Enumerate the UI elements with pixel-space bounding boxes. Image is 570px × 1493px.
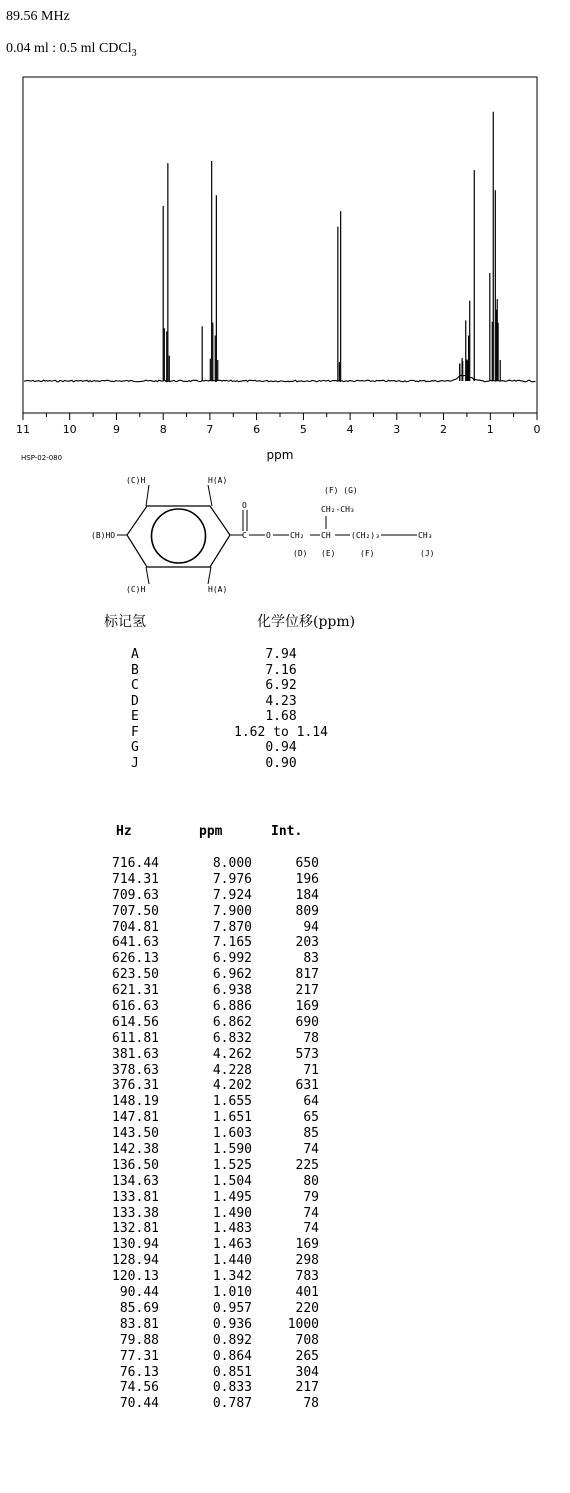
peak-int-cell: 203 bbox=[295, 935, 319, 951]
label-e: (E) bbox=[321, 549, 336, 558]
shift-row bbox=[0, 740, 570, 756]
peak-row bbox=[0, 1031, 570, 1047]
peak-row bbox=[0, 1253, 570, 1269]
peak-row bbox=[0, 1174, 570, 1190]
label-ha-bottom: H(A) bbox=[208, 585, 228, 594]
peak-ppm-cell: 6.992 bbox=[212, 951, 252, 967]
peak-hz-cell: 709.63 bbox=[112, 887, 159, 903]
shift-row-label: B bbox=[131, 662, 139, 678]
peak-ppm-cell: 1.590 bbox=[212, 1142, 252, 1158]
peak-hz-cell: 616.63 bbox=[112, 999, 159, 1015]
peak-hz-cell: 70.44 bbox=[119, 1396, 159, 1412]
peak-ppm-cell: 0.892 bbox=[212, 1332, 252, 1348]
peak-ppm-cell: 1.483 bbox=[212, 1221, 252, 1237]
x-tick-label: 8 bbox=[159, 423, 167, 436]
peak-list-table bbox=[0, 856, 570, 1412]
peak-row bbox=[0, 1269, 570, 1285]
peak-int-cell: 304 bbox=[295, 1364, 319, 1380]
peak-row bbox=[0, 1047, 570, 1063]
bond-h-top-left bbox=[146, 485, 149, 506]
bond-h-bottom-left bbox=[146, 567, 149, 584]
peak-hz-cell: 134.63 bbox=[112, 1173, 159, 1189]
peak-ppm-cell: 7.165 bbox=[212, 935, 252, 951]
shift-row bbox=[0, 756, 570, 772]
peak-row bbox=[0, 1110, 570, 1126]
peak-hz-cell: 143.50 bbox=[112, 1126, 159, 1142]
label-b-ho: (B)HO bbox=[91, 531, 116, 540]
bond-h-top-right bbox=[208, 485, 212, 506]
label-ha-top: H(A) bbox=[208, 476, 228, 485]
label-ch2: CH₂ bbox=[290, 531, 305, 540]
peak-int-cell: 78 bbox=[303, 1030, 319, 1046]
peak-ppm-cell: 1.490 bbox=[212, 1205, 252, 1221]
peak-hz-cell: 136.50 bbox=[112, 1157, 159, 1173]
x-tick-label: 3 bbox=[393, 423, 401, 436]
label-d: (D) bbox=[293, 549, 308, 558]
spectrum-peaks bbox=[163, 112, 500, 381]
peak-hz-cell: 148.19 bbox=[112, 1094, 159, 1110]
peak-int-cell: 631 bbox=[295, 1078, 319, 1094]
peak-row bbox=[0, 1158, 570, 1174]
shift-row-label: D bbox=[131, 693, 139, 709]
peak-row bbox=[0, 1285, 570, 1301]
peak-ppm-cell: 0.957 bbox=[212, 1300, 252, 1316]
peak-ppm-cell: 0.851 bbox=[212, 1364, 252, 1380]
x-tick-label: 0 bbox=[533, 423, 541, 436]
peak-hz-cell: 641.63 bbox=[112, 935, 159, 951]
peak-row bbox=[0, 1380, 570, 1396]
peak-row bbox=[0, 1333, 570, 1349]
shift-row-value: 4.23 bbox=[265, 693, 297, 709]
peak-hz-cell: 147.81 bbox=[112, 1110, 159, 1126]
peak-int-cell: 74 bbox=[303, 1221, 319, 1237]
shift-row-value: 6.92 bbox=[265, 678, 297, 693]
peak-hz-cell: 376.31 bbox=[112, 1078, 159, 1094]
peak-hz-cell: 76.13 bbox=[119, 1364, 159, 1380]
label-ch: CH bbox=[321, 531, 331, 540]
peak-hz-cell: 74.56 bbox=[119, 1380, 159, 1396]
peak-hz-cell: 90.44 bbox=[119, 1285, 159, 1301]
peak-header-hz: Hz bbox=[116, 824, 132, 839]
shift-row-value: 7.16 bbox=[265, 662, 297, 678]
peak-ppm-cell: 8.000 bbox=[212, 856, 252, 871]
peak-hz-cell: 133.81 bbox=[112, 1189, 159, 1205]
shift-header-ppm: 化学位移(ppm) bbox=[257, 614, 356, 630]
bond-h-bottom-right bbox=[208, 567, 211, 584]
shift-row-value: 7.94 bbox=[265, 647, 297, 662]
x-axis-label: ppm bbox=[266, 448, 294, 462]
shift-row bbox=[0, 725, 570, 741]
peak-ppm-cell: 1.463 bbox=[212, 1237, 252, 1253]
peak-ppm-cell: 1.525 bbox=[212, 1157, 252, 1173]
peak-row bbox=[0, 1221, 570, 1237]
peak-int-cell: 401 bbox=[295, 1285, 319, 1301]
peak-row bbox=[0, 999, 570, 1015]
peak-int-cell: 225 bbox=[295, 1157, 319, 1173]
peak-int-cell: 573 bbox=[295, 1046, 319, 1062]
peak-ppm-cell: 6.886 bbox=[212, 999, 252, 1015]
peak-hz-cell: 77.31 bbox=[119, 1348, 159, 1364]
peak-ppm-cell: 7.976 bbox=[212, 871, 252, 887]
shift-row-value: 0.90 bbox=[265, 755, 297, 771]
peak-row bbox=[0, 1078, 570, 1094]
peak-hz-cell: 79.88 bbox=[119, 1332, 159, 1348]
peak-int-cell: 708 bbox=[295, 1332, 319, 1348]
peak-hz-cell: 130.94 bbox=[112, 1237, 159, 1253]
peak-hz-cell: 704.81 bbox=[112, 919, 159, 935]
peak-hz-cell: 716.44 bbox=[112, 856, 159, 871]
peak-hz-cell: 626.13 bbox=[112, 951, 159, 967]
peak-ppm-cell: 6.938 bbox=[212, 983, 252, 999]
x-tick-label: 4 bbox=[346, 423, 354, 436]
peak-row bbox=[0, 951, 570, 967]
peak-int-cell: 265 bbox=[295, 1348, 319, 1364]
peak-ppm-cell: 0.864 bbox=[212, 1348, 252, 1364]
peak-row bbox=[0, 1301, 570, 1317]
label-o-carbonyl: O bbox=[242, 501, 247, 510]
x-tick-label: 11 bbox=[16, 423, 30, 436]
peak-int-cell: 85 bbox=[303, 1126, 319, 1142]
peak-hz-cell: 128.94 bbox=[112, 1253, 159, 1269]
label-j: (J) bbox=[420, 549, 435, 558]
label-fg: (F) (G) bbox=[324, 486, 358, 495]
peak-ppm-cell: 4.262 bbox=[212, 1046, 252, 1062]
peak-ppm-cell: 0.787 bbox=[212, 1396, 252, 1412]
peak-ppm-cell: 6.832 bbox=[212, 1030, 252, 1046]
solvent-subscript: 3 bbox=[131, 48, 137, 59]
shift-row bbox=[0, 678, 570, 694]
peak-hz-cell: 133.38 bbox=[112, 1205, 159, 1221]
peak-ppm-cell: 1.440 bbox=[212, 1253, 252, 1269]
shift-row bbox=[0, 709, 570, 725]
peak-int-cell: 80 bbox=[303, 1173, 319, 1189]
peak-row bbox=[0, 1349, 570, 1365]
peak-int-cell: 220 bbox=[295, 1300, 319, 1316]
peak-int-cell: 217 bbox=[295, 1380, 319, 1396]
benzene-ring bbox=[127, 506, 230, 567]
peak-row bbox=[0, 983, 570, 999]
peak-int-cell: 783 bbox=[295, 1269, 319, 1285]
peak-ppm-cell: 0.936 bbox=[212, 1316, 252, 1332]
peak-ppm-cell: 6.862 bbox=[212, 1014, 252, 1030]
shift-row-value: 1.68 bbox=[265, 709, 297, 724]
peak-ppm-cell: 1.504 bbox=[212, 1173, 252, 1189]
plot-frame bbox=[23, 77, 537, 413]
label-c-carbonyl: C bbox=[242, 531, 247, 540]
peak-int-cell: 217 bbox=[295, 983, 319, 999]
spectrum-baseline bbox=[24, 375, 536, 382]
peak-int-cell: 169 bbox=[295, 999, 319, 1015]
peak-hz-cell: 142.38 bbox=[112, 1142, 159, 1158]
peak-row bbox=[0, 967, 570, 983]
x-tick-label: 9 bbox=[113, 423, 120, 436]
label-ch3-end: CH₃ bbox=[418, 531, 433, 540]
peak-row bbox=[0, 1142, 570, 1158]
peak-int-cell: 1000 bbox=[287, 1316, 319, 1332]
peak-row bbox=[0, 1094, 570, 1110]
shift-row-label: J bbox=[131, 755, 139, 771]
spectrometer-frequency: 89.56 MHz bbox=[6, 9, 70, 24]
peak-row bbox=[0, 920, 570, 936]
peak-int-cell: 298 bbox=[295, 1253, 319, 1269]
x-tick-label: 1 bbox=[486, 423, 494, 436]
peak-header-int: Int. bbox=[271, 824, 303, 839]
shift-row-label: C bbox=[131, 678, 139, 693]
peak-ppm-cell: 6.962 bbox=[212, 967, 252, 983]
peak-int-cell: 79 bbox=[303, 1189, 319, 1205]
peak-int-cell: 94 bbox=[303, 919, 319, 935]
peak-row bbox=[0, 856, 570, 872]
peak-row bbox=[0, 1063, 570, 1079]
shift-row-value: 0.94 bbox=[265, 740, 297, 755]
peak-hz-cell: 707.50 bbox=[112, 903, 159, 919]
peak-row bbox=[0, 1126, 570, 1142]
peak-row bbox=[0, 1015, 570, 1031]
shift-assignment-table bbox=[0, 647, 570, 771]
peak-int-cell: 169 bbox=[295, 1237, 319, 1253]
peak-int-cell: 74 bbox=[303, 1205, 319, 1221]
peak-row bbox=[0, 1206, 570, 1222]
peak-int-cell: 78 bbox=[303, 1396, 319, 1412]
peak-hz-cell: 381.63 bbox=[112, 1046, 159, 1062]
peak-ppm-cell: 1.342 bbox=[212, 1269, 252, 1285]
peak-ppm-cell: 1.603 bbox=[212, 1126, 252, 1142]
label-f: (F) bbox=[360, 549, 375, 558]
peak-int-cell: 817 bbox=[295, 967, 319, 983]
peak-hz-cell: 621.31 bbox=[112, 983, 159, 999]
peak-int-cell: 184 bbox=[295, 887, 319, 903]
solvent-ratio bbox=[6, 41, 137, 59]
peak-ppm-cell: 1.651 bbox=[212, 1110, 252, 1126]
peak-hz-cell: 614.56 bbox=[112, 1014, 159, 1030]
shift-row bbox=[0, 647, 570, 663]
peak-hz-cell: 378.63 bbox=[112, 1062, 159, 1078]
label-branch: CH₂-CH₃ bbox=[321, 505, 355, 514]
shift-row bbox=[0, 694, 570, 710]
spectrum-code: HSP-02-080 bbox=[21, 454, 63, 462]
x-tick-label: 7 bbox=[206, 423, 214, 436]
label-ch-top: (C)H bbox=[126, 476, 146, 485]
peak-table-header bbox=[0, 824, 570, 842]
solvent-prefix: 0.04 ml : 0.5 ml CDCl bbox=[6, 41, 132, 56]
peak-ppm-cell: 1.495 bbox=[212, 1189, 252, 1205]
peak-hz-cell: 132.81 bbox=[112, 1221, 159, 1237]
peak-int-cell: 83 bbox=[303, 951, 319, 967]
peak-row bbox=[0, 1237, 570, 1253]
shift-row-label: E bbox=[131, 709, 139, 724]
peak-ppm-cell: 4.228 bbox=[212, 1062, 252, 1078]
peak-hz-cell: 611.81 bbox=[112, 1030, 159, 1046]
shift-row-label: G bbox=[131, 740, 139, 755]
peak-int-cell: 809 bbox=[295, 903, 319, 919]
shift-row bbox=[0, 663, 570, 679]
peak-ppm-cell: 7.870 bbox=[212, 919, 252, 935]
peak-ppm-cell: 7.900 bbox=[212, 903, 252, 919]
peak-row bbox=[0, 935, 570, 951]
peak-hz-cell: 83.81 bbox=[119, 1316, 159, 1332]
peak-ppm-cell: 1.655 bbox=[212, 1094, 252, 1110]
peak-int-cell: 74 bbox=[303, 1142, 319, 1158]
peak-row bbox=[0, 904, 570, 920]
peak-hz-cell: 120.13 bbox=[112, 1269, 159, 1285]
shift-header-label: 标记氢 bbox=[104, 614, 146, 630]
peak-row bbox=[0, 888, 570, 904]
peak-int-cell: 196 bbox=[295, 871, 319, 887]
peak-hz-cell: 85.69 bbox=[119, 1300, 159, 1316]
peak-int-cell: 71 bbox=[303, 1062, 319, 1078]
peak-int-cell: 65 bbox=[303, 1110, 319, 1126]
shift-row-label: F bbox=[131, 724, 139, 740]
shift-row-value: 1.62 to 1.14 bbox=[234, 724, 328, 740]
nmr-spectrum-chart bbox=[0, 70, 570, 465]
x-tick-label: 2 bbox=[440, 423, 447, 436]
peak-hz-cell: 623.50 bbox=[112, 967, 159, 983]
peak-int-cell: 690 bbox=[295, 1014, 319, 1030]
peak-ppm-cell: 7.924 bbox=[212, 887, 252, 903]
shift-row-label: A bbox=[131, 647, 139, 662]
peak-hz-cell: 714.31 bbox=[112, 871, 159, 887]
peak-row bbox=[0, 1396, 570, 1412]
peak-int-cell: 650 bbox=[295, 856, 319, 871]
peak-row bbox=[0, 1190, 570, 1206]
label-o-ester: O bbox=[266, 531, 271, 540]
label-ch-bottom: (C)H bbox=[126, 585, 146, 594]
x-axis-ticks bbox=[16, 413, 541, 436]
aromatic-circle bbox=[152, 509, 206, 563]
peak-int-cell: 64 bbox=[303, 1094, 319, 1110]
x-tick-label: 6 bbox=[253, 423, 261, 436]
x-tick-label: 5 bbox=[299, 423, 307, 436]
peak-row bbox=[0, 1365, 570, 1381]
label-ch2-chain: (CH₂)₃ bbox=[351, 531, 380, 540]
peak-ppm-cell: 4.202 bbox=[212, 1078, 252, 1094]
peak-ppm-cell: 1.010 bbox=[212, 1285, 252, 1301]
molecule-structure bbox=[80, 472, 490, 602]
peak-row bbox=[0, 1317, 570, 1333]
peak-row bbox=[0, 872, 570, 888]
x-tick-label: 10 bbox=[62, 423, 77, 436]
peak-header-ppm: ppm bbox=[199, 824, 223, 839]
peak-ppm-cell: 0.833 bbox=[212, 1380, 252, 1396]
